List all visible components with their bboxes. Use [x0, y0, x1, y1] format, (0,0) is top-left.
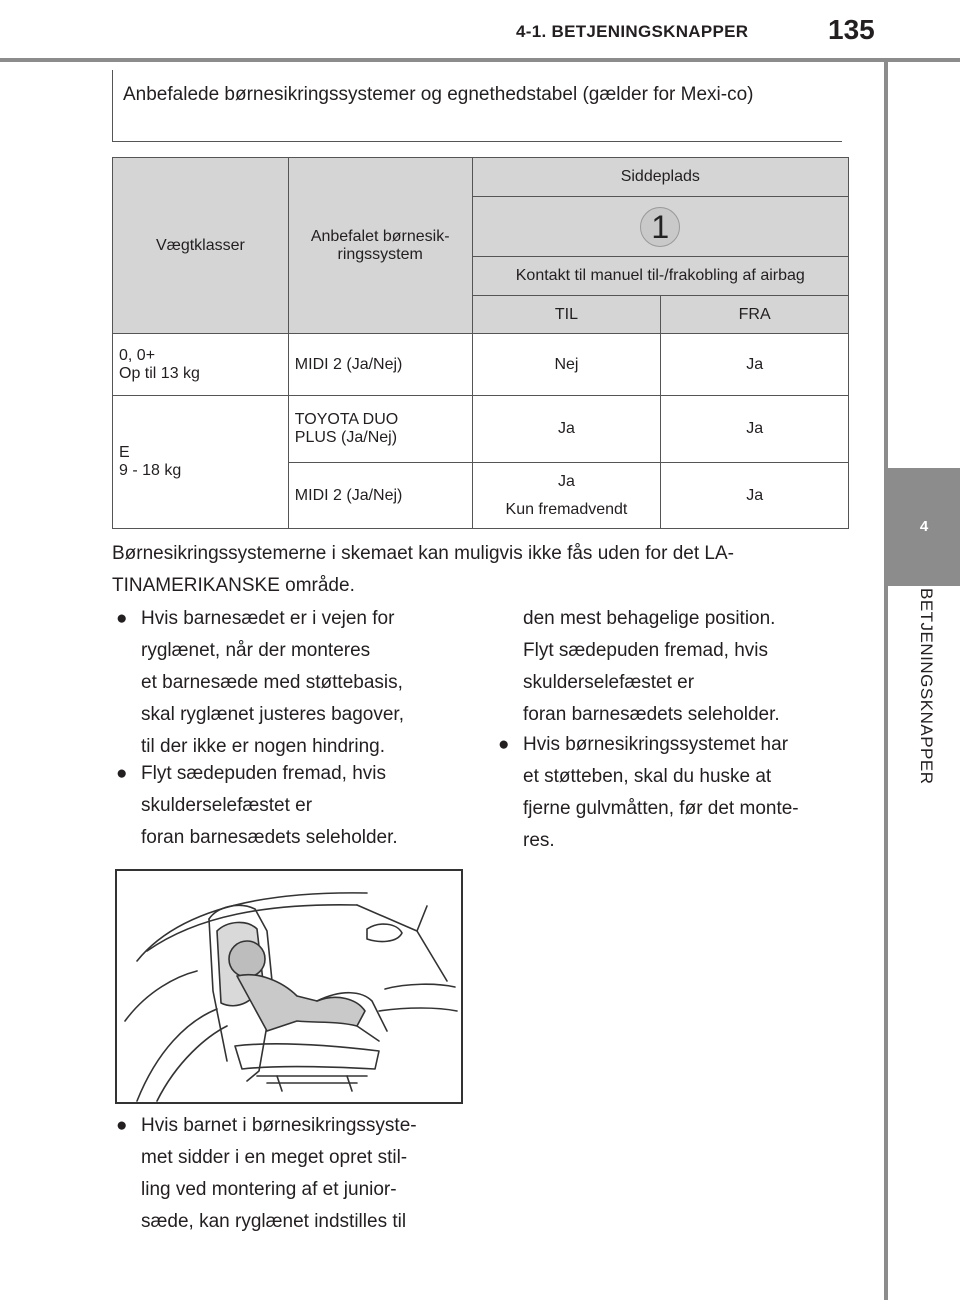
bullet-line: Hvis barnet i børnesikringssyste-	[141, 1115, 417, 1136]
bullet-line: res.	[523, 830, 555, 851]
header-on: TIL	[472, 296, 661, 334]
continuation-line: Flyt sædepuden fremad, hvis	[523, 640, 769, 661]
junior-seat-continuation	[523, 603, 863, 731]
header-weight-classes: Vægtklasser	[113, 158, 289, 334]
bullet-junior-seat	[112, 1110, 511, 1238]
bullet-line: til der ikke er nogen hindring.	[141, 736, 385, 757]
header-airbag-switch: Kontakt til manuel til-/frakobling af airbag	[472, 257, 848, 296]
bullet-dot: ●	[498, 734, 510, 755]
bullet-cushion	[112, 758, 511, 854]
row3-system: MIDI 2 (Ja/Nej)	[288, 463, 472, 529]
bullet-line: et barnesæde med støttebasis,	[141, 672, 403, 693]
row2-class-line2: 9 - 18 kg	[119, 462, 182, 479]
chapter-label: BETJENINGSKNAPPER	[917, 588, 936, 785]
header-rule	[0, 58, 960, 62]
row3-on-line1: Ja	[557, 472, 575, 490]
bullet-recline	[112, 603, 511, 763]
note-line2: TINAMERIKANSKE område.	[112, 575, 355, 596]
bullet-line: ryglænet, når der monteres	[141, 640, 371, 661]
bullet-line: met sidder i en meget opret stil-	[141, 1147, 408, 1168]
row1-class	[113, 334, 289, 396]
child-seat-illustration	[115, 869, 463, 1104]
continuation-line: skulderselefæstet er	[523, 672, 695, 693]
bullet-line: sæde, kan ryglænet indstilles til	[141, 1211, 407, 1232]
header-seat-number-cell	[472, 197, 848, 257]
table-title: Anbefalede børnesikringssystemer og egnethedstabel (gælder for Mexi-co)	[112, 70, 842, 142]
continuation-line: foran barnesædets seleholder.	[523, 704, 780, 725]
bullet-support-leg	[494, 729, 883, 857]
bullet-line: Flyt sædepuden fremad, hvis	[141, 763, 387, 784]
row2-on: Ja	[472, 396, 661, 463]
bullet-line: Hvis børnesikringssystemet har	[523, 734, 789, 755]
note-line1: Børnesikringssystemerne i skemaet kan muligvis ikke fås uden for det LA-	[112, 543, 734, 564]
row3-off: Ja	[661, 463, 849, 529]
row1-class-line2: Op til 13 kg	[119, 364, 200, 382]
bullet-line: ling ved montering af et junior-	[141, 1179, 397, 1200]
seat-number-badge: 1	[640, 207, 680, 247]
header-off: FRA	[661, 296, 849, 334]
row2-class	[113, 396, 289, 529]
chapter-number: 4	[919, 518, 929, 535]
bullet-line: et støtteben, skal du huske at	[523, 766, 772, 787]
side-rule	[884, 62, 888, 1300]
row3-on-line2: Kun fremadvendt	[505, 500, 628, 518]
section-title: 4-1. BETJENINGSKNAPPER	[516, 22, 749, 41]
bullet-dot: ●	[116, 763, 128, 784]
page-number: 135	[828, 14, 875, 45]
row1-on: Nej	[472, 334, 661, 396]
header-recommended-system	[288, 158, 472, 334]
row2-class-line1: E	[119, 444, 130, 461]
bullet-dot: ●	[116, 1115, 128, 1136]
row1-system: MIDI 2 (Ja/Nej)	[288, 334, 472, 396]
continuation-line: den mest behagelige position.	[523, 608, 776, 629]
bullet-line: foran barnesædets seleholder.	[141, 827, 398, 848]
car-seat-drawing	[117, 871, 461, 1102]
bullet-dot: ●	[116, 608, 128, 629]
header-seat-position: Siddeplads	[472, 158, 848, 197]
header-recommended-system-line1: Anbefalet børnesik-	[310, 227, 450, 245]
row2-system-line2: PLUS (Ja/Nej)	[294, 429, 398, 446]
row3-on	[472, 463, 661, 529]
bullet-line: fjerne gulvmåtten, før det monte-	[523, 798, 799, 819]
bullet-line: Hvis barnesædet er i vejen for	[141, 608, 395, 629]
compatibility-table	[112, 157, 849, 529]
row1-class-line1: 0, 0+	[119, 346, 156, 364]
row2-system	[288, 396, 472, 463]
availability-note	[112, 538, 852, 602]
bullet-line: skulderselefæstet er	[141, 795, 313, 816]
row1-off: Ja	[661, 334, 849, 396]
header-recommended-system-line2: ringssystem	[337, 245, 423, 263]
bullet-line: skal ryglænet justeres bagover,	[141, 704, 404, 725]
row2-system-line1: TOYOTA DUO	[294, 411, 399, 428]
row2-off: Ja	[661, 396, 849, 463]
